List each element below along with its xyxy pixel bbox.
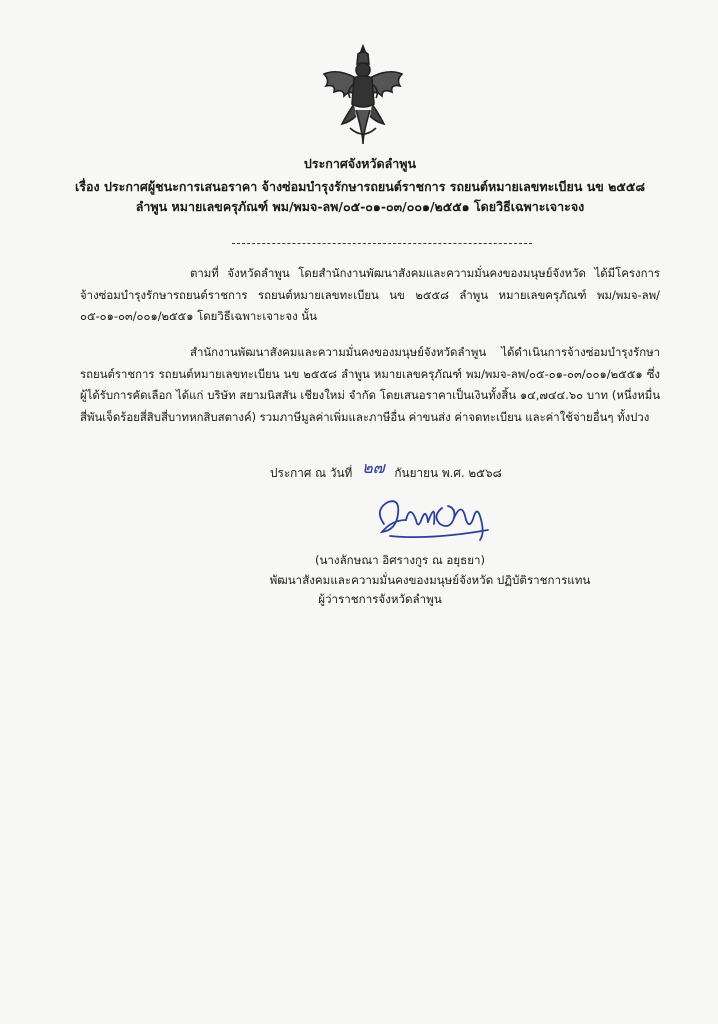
announcement-title: ประกาศจังหวัดลำพูน	[303, 156, 417, 171]
signatory-name: (นางลักษณา อิศรางกูร ณ อยุธยา)	[314, 553, 486, 567]
paragraph-1	[80, 263, 660, 328]
date-suffix: กันยายน พ.ศ. ๒๕๖๘	[394, 466, 502, 480]
date-day-handwritten: ๒๗	[362, 458, 385, 477]
paragraph-2-text: สำนักงานพัฒนาสังคมและความมั่นคงของมนุษย์จังหวัดลำพูน ได้ดำเนินการจ้างซ่อมบำรุงรักษารถยนต์ราชการ รถยนต์หมายเลขทะเบียน นข ๒๕๕๘ ลำพูน หมายเลขครุภัณฑ์ พม/พมจ-ลพ/๐๕-๐๑-๐๓/๐๐๑/๒๕๕๑ ซึ่งผู้ได้รับการคัดเลือก ได้แก่ บริษัท สยามนิสสัน เชียงใหม่ จำกัด โดยเสนอราคาเป็นเงินทั้งสิ้น ๑๔,๗๔๔.๖๐ บาท (หนึ่งหมื่นสี่พันเจ็ดร้อยสี่สิบสี่บาทหกสิบสตางค์) รวมภาษีมูลค่าเพิ่มและภาษีอื่น ค่าขนส่ง ค่าจดทะเบียน และค่าใช้จ่ายอื่นๆ ทั้งปวง	[80, 345, 660, 424]
handwritten-signature	[370, 490, 500, 546]
paragraph-2	[80, 342, 660, 428]
signatory-on-behalf: ผู้ว่าราชการจังหวัดลำพูน	[318, 592, 442, 606]
date-line	[270, 458, 502, 483]
paragraph-1-text: ตามที่ จังหวัดลำพูน โดยสำนักงานพัฒนาสังคมและความมั่นคงของมนุษย์จังหวัด ได้มีโครงการ จ้างซ่อมบำรุงรักษารถยนต์ราชการ รถยนต์หมายเลขทะเบียน นข ๒๕๕๘ ลำพูน หมายเลขครุภัณฑ์ พม/พมจ-ลพ/๐๕-๐๑-๐๓/๐๐๑/๒๕๕๑ โดยวิธีเฉพาะเจาะจง นั้น	[80, 266, 660, 323]
date-prefix: ประกาศ ณ วันที่	[270, 466, 353, 480]
subject-line-2: ลำพูน หมายเลขครุภัณฑ์ พม/พมจ-ลพ/๐๕-๐๑-๐๓/๐๐๑/๒๕๕๑ โดยวิธีเฉพาะเจาะจง	[135, 199, 585, 214]
signatory-position: พัฒนาสังคมและความมั่นคงของมนุษย์จังหวัด ปฏิบัติราชการแทน	[269, 573, 591, 587]
subject-line-1: เรื่อง ประกาศผู้ชนะการเสนอราคา จ้างซ่อมบำรุงรักษารถยนต์ราชการ รถยนต์หมายเลขทะเบียน นข ๒๕๕๘	[75, 179, 645, 194]
divider-line	[232, 243, 532, 244]
garuda-emblem-icon	[320, 44, 406, 148]
